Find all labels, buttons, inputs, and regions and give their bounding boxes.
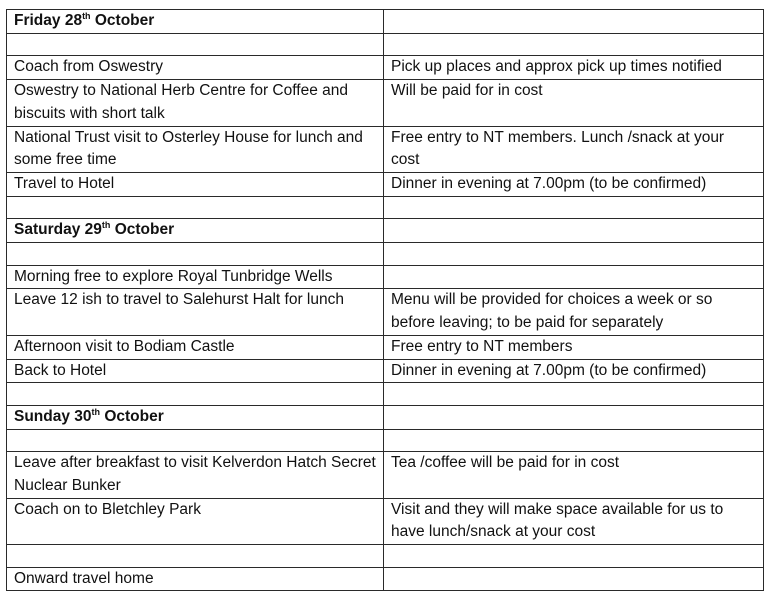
activity-cell: Travel to Hotel — [7, 172, 384, 196]
blank-row — [7, 196, 764, 219]
note-cell: Pick up places and approx pick up times notified — [384, 56, 764, 80]
table-row — [7, 567, 764, 591]
day-header-row — [7, 10, 764, 34]
blank-row — [7, 383, 764, 406]
note-cell: Dinner in evening at 7.00pm (to be confirmed) — [384, 172, 764, 196]
activity-cell: Leave after breakfast to visit Kelverdon Hatch Secret Nuclear Bunker — [7, 452, 384, 498]
blank-row — [7, 33, 764, 56]
table-row — [7, 359, 764, 383]
blank-row — [7, 243, 764, 266]
note-cell — [384, 265, 764, 289]
day-heading-note — [384, 10, 764, 34]
table-row — [7, 56, 764, 80]
table-row — [7, 289, 764, 335]
note-cell: Tea /coffee will be paid for in cost — [384, 452, 764, 498]
day-heading-note — [384, 219, 764, 243]
activity-cell: Coach from Oswestry — [7, 56, 384, 80]
table-row — [7, 335, 764, 359]
table-row — [7, 126, 764, 172]
day-heading: Friday 28th October — [7, 10, 384, 34]
table-row — [7, 452, 764, 498]
activity-cell: Back to Hotel — [7, 359, 384, 383]
note-cell: Free entry to NT members — [384, 335, 764, 359]
day-heading-note — [384, 405, 764, 429]
activity-cell: Onward travel home — [7, 567, 384, 591]
day-heading: Sunday 30th October — [7, 405, 384, 429]
day-header-row — [7, 405, 764, 429]
note-cell: Free entry to NT members. Lunch /snack at your cost — [384, 126, 764, 172]
table-row — [7, 172, 764, 196]
note-cell — [384, 567, 764, 591]
itinerary-table — [6, 9, 764, 591]
activity-cell: Leave 12 ish to travel to Salehurst Halt for lunch — [7, 289, 384, 335]
table-row — [7, 265, 764, 289]
note-cell: Will be paid for in cost — [384, 80, 764, 126]
day-heading: Saturday 29th October — [7, 219, 384, 243]
note-cell: Menu will be provided for choices a week or so before leaving; to be paid for separately — [384, 289, 764, 335]
table-row — [7, 80, 764, 126]
table-row — [7, 498, 764, 544]
activity-cell: Oswestry to National Herb Centre for Coffee and biscuits with short talk — [7, 80, 384, 126]
activity-cell: National Trust visit to Osterley House for lunch and some free time — [7, 126, 384, 172]
day-header-row — [7, 219, 764, 243]
blank-row — [7, 545, 764, 568]
note-cell: Visit and they will make space available for us to have lunch/snack at your cost — [384, 498, 764, 544]
activity-cell: Morning free to explore Royal Tunbridge Wells — [7, 265, 384, 289]
note-cell: Dinner in evening at 7.00pm (to be confirmed) — [384, 359, 764, 383]
activity-cell: Afternoon visit to Bodiam Castle — [7, 335, 384, 359]
activity-cell: Coach on to Bletchley Park — [7, 498, 384, 544]
blank-row — [7, 429, 764, 452]
